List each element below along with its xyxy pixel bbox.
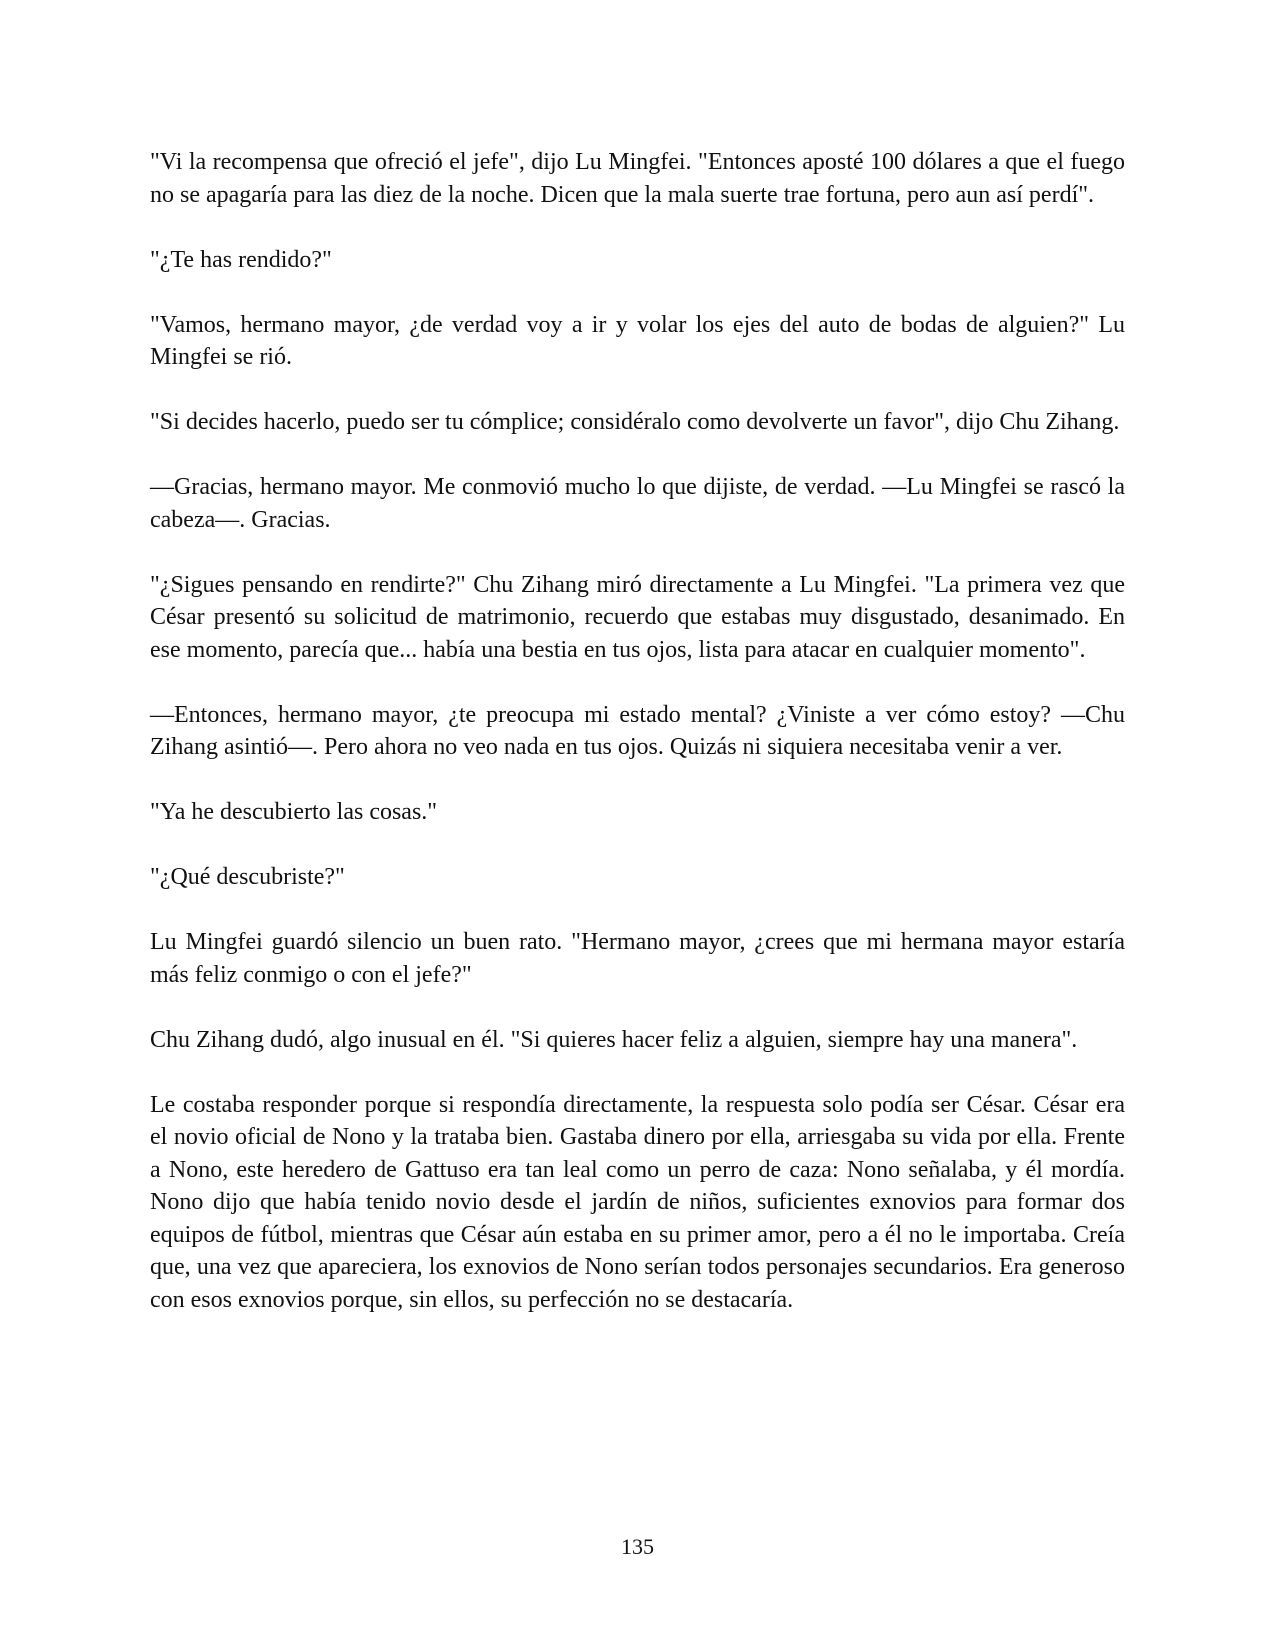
page-number: 135 [621, 1534, 654, 1559]
paragraph: "Vamos, hermano mayor, ¿de verdad voy a ir y volar los ejes del auto de bodas de alguien?" Lu Mingfei se rió. [150, 311, 1125, 370]
paragraph: Chu Zihang dudó, algo inusual en él. "Si quieres hacer feliz a alguien, siempre hay una manera". [150, 1026, 1078, 1053]
paragraph: "¿Sigues pensando en rendirte?" Chu Zihang miró directamente a Lu Mingfei. "La primera vez que César presentó su solicitud de matrimonio, recuerdo que estabas muy disgustado, desanimado. En ese momento, parecía que... había una bestia en tus ojos, lista para atacar en cualquier momento". [150, 571, 1125, 663]
paragraph: Le costaba responder porque si respondía directamente, la respuesta solo podía ser César. César era el novio oficial de Nono y la trataba bien. Gastaba dinero por ella, arriesgaba su vida por ella. Frente a Nono, este heredero de Gattuso era tan leal como un perro de caza: Nono señalaba, y él mordía. Nono dijo que había tenido novio desde el jardín de niños, suficientes exnovios para formar dos equipos de fútbol, mientras que César aún estaba en su primer amor, pero a él no le importaba. Creía que, una vez que apareciera, los exnovios de Nono serían todos personajes secundarios. Era generoso con esos exnovios porque, sin ellos, su perfección no se destacaría. [150, 1091, 1125, 1313]
paragraph: "¿Te has rendido?" [150, 246, 332, 273]
paragraph: "¿Qué descubriste?" [150, 864, 345, 890]
paragraph: "Ya he descubierto las cosas." [150, 799, 438, 825]
body-text [150, 146, 1125, 1349]
paragraph: Lu Mingfei guardó silencio un buen rato. "Hermano mayor, ¿crees que mi hermana mayor estaría más feliz conmigo o con el jefe?" [150, 929, 1125, 988]
paragraph: "Si decides hacerlo, puedo ser tu cómplice; considéralo como devolverte un favor", dijo Chu Zihang. [150, 409, 1120, 435]
paragraph: "Vi la recompensa que ofreció el jefe", dijo Lu Mingfei. "Entonces aposté 100 dólares a que el fuego no se apagaría para las diez de la noche. Dicen que la mala suerte trae fortuna, pero aun así perdí". [150, 149, 1125, 208]
paragraph: —Gracias, hermano mayor. Me conmovió mucho lo que dijiste, de verdad. —Lu Mingfei se rascó la cabeza—. Gracias. [150, 474, 1125, 533]
paragraph: —Entonces, hermano mayor, ¿te preocupa mi estado mental? ¿Viniste a ver cómo estoy? —Chu Zihang asintió—. Pero ahora no veo nada en tus ojos. Quizás ni siquiera necesitaba venir a ver. [150, 701, 1125, 760]
